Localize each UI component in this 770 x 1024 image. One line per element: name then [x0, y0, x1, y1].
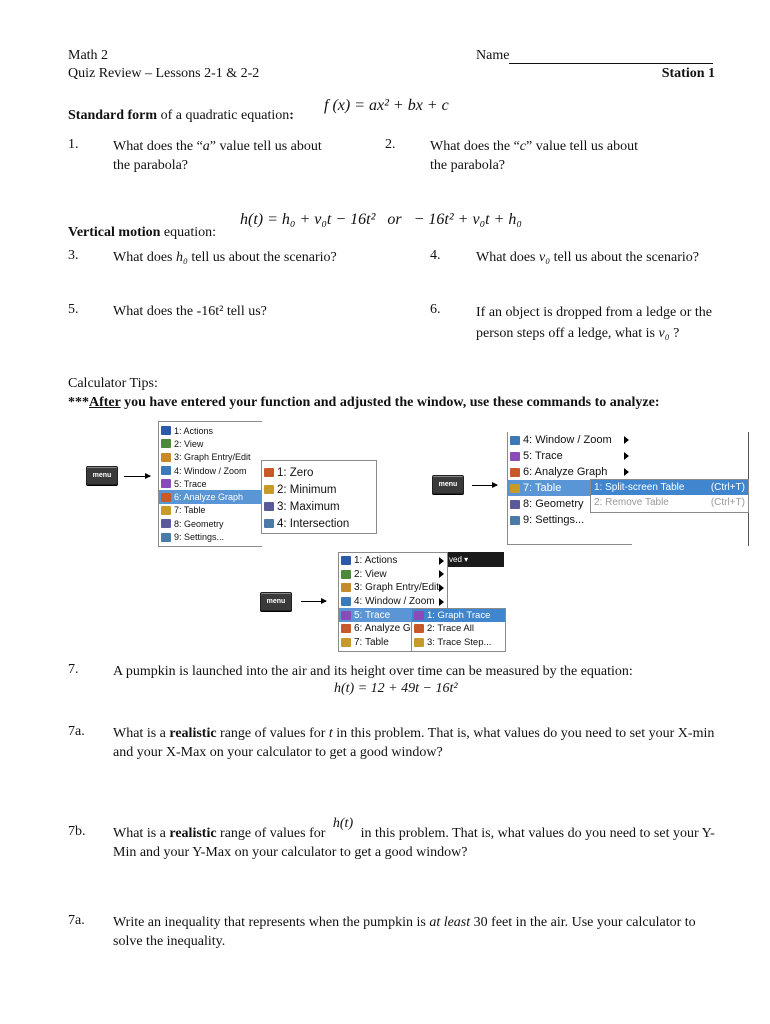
menu1-item-label: 9: Settings...: [174, 532, 225, 543]
q4-text-a: What does: [476, 250, 539, 265]
q1-text-a: What does the “: [113, 139, 203, 154]
pointer-icon: [161, 426, 171, 435]
settings-icon: [161, 533, 171, 542]
menu2-item[interactable]: [508, 512, 632, 528]
table-sub-shortcut: (Ctrl+T): [710, 497, 745, 508]
analyze-graph-icon: [414, 624, 424, 633]
q7a-pre: What is a: [113, 726, 170, 741]
table-sub-shortcut: (Ctrl+T): [710, 482, 745, 493]
menu3-item-label: 3: Graph Entry/Edit: [354, 582, 440, 594]
q7b-number: 7b.: [68, 824, 86, 839]
analyze-graph-icon: [264, 468, 274, 477]
table-sub-item[interactable]: [591, 480, 748, 495]
standard-form-label: [68, 108, 294, 124]
q4-var: v₀: [538, 250, 551, 265]
table-icon: [161, 506, 171, 515]
q1-var: a: [202, 139, 210, 154]
analyze-graph-icon: [341, 624, 351, 633]
menu3-item-label: 1: Actions: [354, 555, 398, 567]
trace-sub-item[interactable]: [412, 622, 505, 635]
view-icon: [161, 439, 171, 448]
menu1-item[interactable]: [159, 437, 262, 450]
course-title: Math 2: [68, 48, 109, 63]
trace-sub-item[interactable]: [412, 636, 505, 649]
q7a-text: [113, 724, 728, 762]
q6-var: v₀: [658, 326, 670, 341]
menu1-item[interactable]: [159, 424, 262, 437]
menu2-item[interactable]: [508, 432, 632, 448]
menu1-item[interactable]: [159, 490, 262, 503]
menu3-item-label: 5: Trace: [354, 609, 391, 621]
vertical-motion-label: [68, 225, 216, 241]
table-sub-item-label: 1: Split-screen Table: [594, 482, 685, 493]
arrow-3: [301, 601, 326, 602]
calc-menu-1: [158, 421, 262, 547]
q6-number: 6.: [430, 302, 441, 317]
submenu-arrow-icon: [439, 584, 444, 592]
arrow-2: [472, 485, 497, 486]
vertical-motion-bold: Vertical motion: [68, 225, 161, 240]
table-icon: [414, 638, 424, 647]
standard-form-bold: Standard form: [68, 108, 158, 123]
q7b-text: [113, 816, 728, 862]
calc-toolbar-fragment: ved ▾: [446, 552, 504, 567]
q7a-var: t: [328, 726, 333, 741]
trace-icon: [161, 479, 171, 488]
menu2-item-label: 9: Settings...: [523, 514, 585, 526]
menu1-item-label: 4: Window / Zoom: [174, 465, 247, 476]
q7c-text: [113, 913, 703, 951]
settings-icon: [510, 516, 520, 525]
table-icon: [264, 485, 274, 494]
q7a-bold: realistic: [169, 726, 217, 741]
menu1-item-label: 8: Geometry: [174, 518, 224, 529]
window-zoom-icon: [341, 597, 351, 606]
q6-text-b: ?: [669, 326, 680, 341]
graph-entry-icon: [341, 583, 351, 592]
calc-submenu-table: [590, 479, 749, 513]
tip-after: After: [89, 395, 121, 410]
analyze-graph-icon: [161, 493, 171, 502]
menu1-item-label: 1: Actions: [174, 425, 214, 436]
geometry-icon: [161, 519, 171, 528]
menu-key-1[interactable]: menu: [86, 466, 118, 485]
arrow-1: [124, 476, 150, 477]
q7b-pre: What is a: [113, 826, 170, 841]
name-label: Name: [476, 48, 510, 63]
menu2-item[interactable]: [508, 448, 632, 464]
menu1-item[interactable]: [159, 504, 262, 517]
standard-form-equation: f (x) = ax² + bx + c: [324, 97, 449, 114]
q7a-number: 7a.: [68, 724, 85, 739]
menu2-item-label: 4: Window / Zoom: [523, 434, 612, 446]
menu2-item-label: 5: Trace: [523, 450, 563, 462]
q4-text-b: tell us about the scenario?: [550, 250, 699, 265]
analyze-sub-item-label: 3: Maximum: [277, 500, 340, 513]
submenu-arrow-icon: [624, 436, 629, 444]
table-sub-item-label: 2: Remove Table: [594, 497, 669, 508]
analyze-sub-item-label: 2: Minimum: [277, 483, 337, 496]
q5-text: What does the -16t² tell us?: [113, 304, 267, 319]
q7a-post: in this problem. That is, what values do you need to set your X-min and your X-Max on your calculator to get a good window?: [113, 726, 715, 760]
menu1-item[interactable]: [159, 451, 262, 464]
q6-text: [476, 302, 726, 344]
trace-sub-item-label: 2: Trace All: [427, 623, 474, 635]
menu3-item[interactable]: [339, 554, 447, 568]
submenu-arrow-icon: [439, 570, 444, 578]
standard-form-colon: :: [289, 108, 294, 123]
q2-text-a: What does the “: [430, 139, 520, 154]
q4-number: 4.: [430, 248, 441, 263]
submenu-arrow-icon: [624, 452, 629, 460]
calculator-tip-instruction: [68, 395, 660, 411]
menu3-item[interactable]: [339, 581, 447, 595]
analyze-graph-icon: [510, 468, 520, 477]
q7c-number: 7a.: [68, 913, 85, 928]
q7-text: A pumpkin is launched into the air and its height over time can be measured by the equation:: [113, 664, 633, 679]
menu1-item-label: 7: Table: [174, 505, 206, 516]
menu-key-3[interactable]: menu: [260, 592, 292, 611]
q2-text: [430, 137, 650, 175]
menu3-item-label: 7: Table: [354, 636, 389, 648]
q7c-post: 30 feet in the air. Use your calculator to solve the inequality.: [113, 915, 696, 949]
q7-equation: h(t) = 12 + 49t − 16t²: [334, 681, 458, 696]
submenu-arrow-icon: [624, 468, 629, 476]
menu2-item-label: 8: Geometry: [523, 498, 584, 510]
q1-number: 1.: [68, 137, 79, 152]
menu2-item-label: 6: Analyze Graph: [523, 466, 608, 478]
trace-icon: [510, 452, 520, 461]
menu2-item[interactable]: [508, 464, 632, 480]
analyze-sub-item[interactable]: [262, 481, 376, 498]
tip-stars: ***: [68, 395, 89, 410]
menu1-item-label: 6: Analyze Graph: [174, 492, 244, 503]
q7c-ital: at least: [429, 915, 471, 930]
menu3-item-label: 4: Window / Zoom: [354, 596, 435, 608]
analyze-sub-item[interactable]: [262, 515, 376, 532]
trace-sub-item-label: 1: Graph Trace: [427, 610, 491, 622]
table-icon: [341, 638, 351, 647]
q5-number: 5.: [68, 302, 79, 317]
name-blank-line: [509, 50, 713, 64]
q7b-mid: range of values for: [216, 826, 329, 841]
menu1-item-label: 3: Graph Entry/Edit: [174, 452, 251, 463]
menu3-item[interactable]: [339, 568, 447, 582]
q7b-post: in this problem. That is, what values do you need to set your Y-Min and your Y-Max on your calculator to get a good window?: [113, 826, 715, 860]
q3-number: 3.: [68, 248, 79, 263]
vertical-motion-rest: equation:: [160, 225, 217, 240]
q3-text-b: tell us about the scenario?: [187, 250, 337, 265]
menu2-item-label: 7: Table: [523, 482, 562, 494]
window-zoom-icon: [510, 436, 520, 445]
trace-sub-item[interactable]: [412, 609, 505, 622]
q2-number: 2.: [385, 137, 396, 152]
calculator-tips-title: Calculator Tips:: [68, 376, 158, 391]
calc-submenu-analyze: [261, 460, 377, 534]
q3-text-a: What does: [113, 250, 176, 265]
pointer-icon: [341, 556, 351, 565]
vertical-motion-equation: h(t) = h₀ + v₀t − 16t² or − 16t² + v₀t + h₀: [240, 211, 522, 228]
menu3-item[interactable]: [339, 595, 447, 609]
geometry-icon: [264, 502, 274, 511]
geometry-icon: [510, 500, 520, 509]
name-field[interactable]: [476, 48, 713, 64]
q1-text-b: ” value tell us about the parabola?: [113, 139, 322, 173]
q7-number: 7.: [68, 662, 79, 677]
table-sub-item[interactable]: [591, 495, 748, 510]
menu1-item[interactable]: [159, 530, 262, 543]
menu1-item-label: 5: Trace: [174, 478, 207, 489]
settings-icon: [264, 519, 274, 528]
q3-var: h₀: [175, 250, 188, 265]
toolbar-fragment-text: ved: [449, 555, 462, 564]
q7a-mid: range of values for: [216, 726, 329, 741]
q7c-pre: Write an inequality that represents when the pumpkin is: [113, 915, 430, 930]
submenu-arrow-icon: [439, 598, 444, 606]
q6-text-a: If an object is dropped from a ledge or the person steps off a ledge, what is: [476, 305, 712, 341]
menu1-item[interactable]: [159, 517, 262, 530]
menu1-item[interactable]: [159, 464, 262, 477]
view-icon: [341, 570, 351, 579]
graph-entry-icon: [161, 453, 171, 462]
trace-sub-item-label: 3: Trace Step...: [427, 636, 492, 648]
tip-rest: you have entered your function and adjusted the window, use these commands to analyze:: [120, 395, 660, 410]
q7b-bold: realistic: [169, 826, 217, 841]
q2-var: c: [519, 139, 527, 154]
analyze-sub-item[interactable]: [262, 498, 376, 515]
analyze-sub-item-label: 1: Zero: [277, 466, 314, 479]
menu3-item-label: 2: View: [354, 568, 387, 580]
window-zoom-icon: [161, 466, 171, 475]
menu1-item[interactable]: [159, 477, 262, 490]
analyze-sub-item[interactable]: [262, 464, 376, 481]
q1-text: [113, 137, 333, 175]
trace-icon: [414, 611, 424, 620]
standard-form-rest: of a quadratic equation: [157, 108, 290, 123]
table-icon: [510, 484, 520, 493]
q7b-var: h(t): [332, 816, 354, 831]
calc-submenu-trace: [411, 608, 506, 652]
trace-icon: [341, 611, 351, 620]
q3-text: [113, 248, 337, 267]
q4-text: [476, 248, 699, 267]
analyze-sub-item-label: 4: Intersection: [277, 517, 350, 530]
menu1-item-label: 2: View: [174, 438, 204, 449]
station-label: Station 1: [661, 66, 715, 81]
q2-text-b: ” value tell us about the parabola?: [430, 139, 638, 173]
menu-key-2[interactable]: menu: [432, 475, 464, 494]
menu3-item-label: 6: Analyze G: [354, 623, 411, 635]
quiz-title: Quiz Review – Lessons 2-1 & 2-2: [68, 66, 260, 81]
submenu-arrow-icon: [439, 557, 444, 565]
